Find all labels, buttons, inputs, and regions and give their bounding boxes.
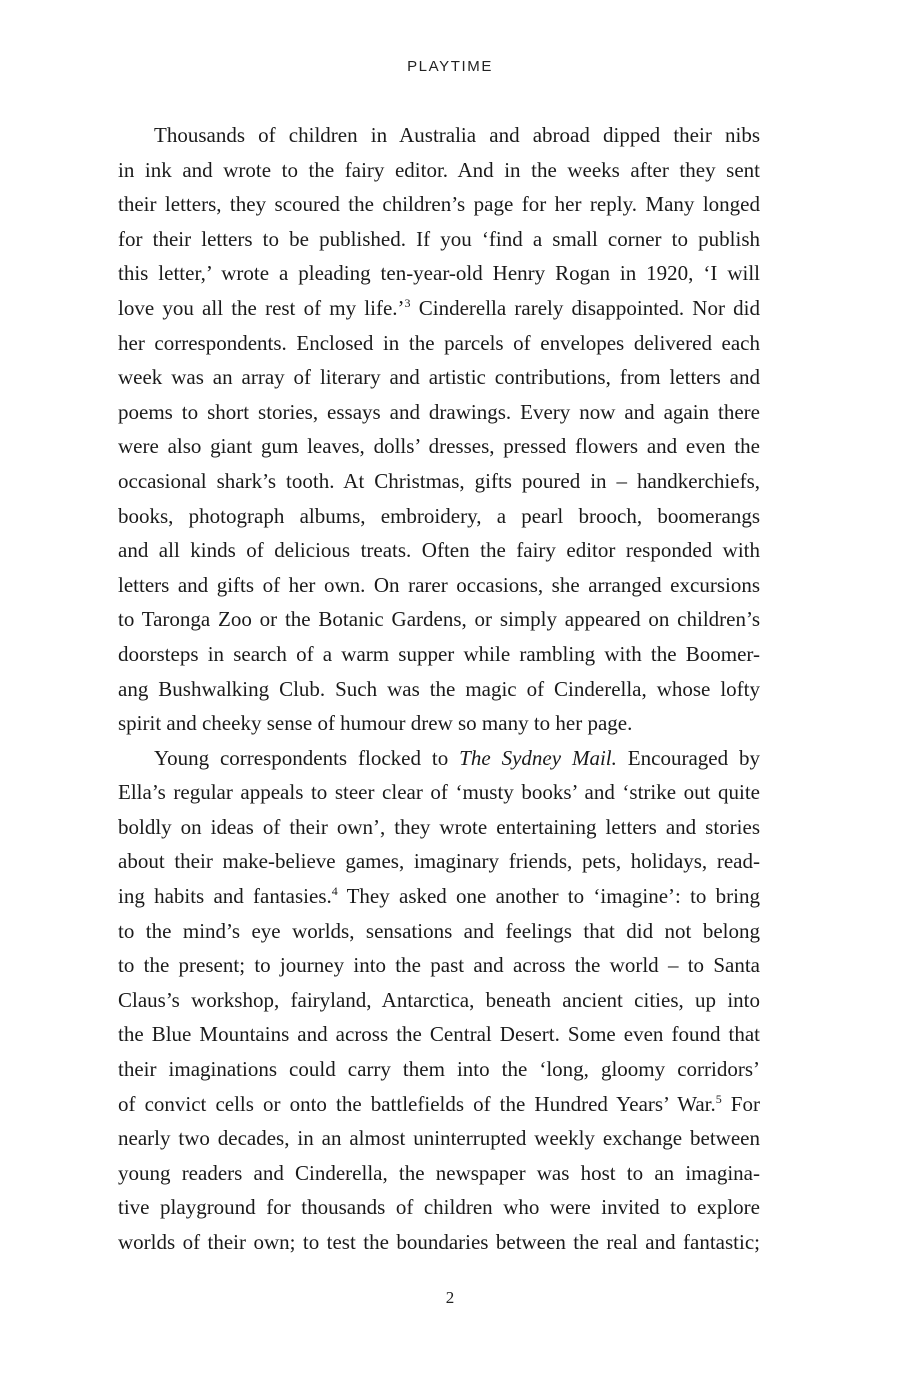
text-line: week was an array of literary and artistic contributions, from letters and [118,365,760,390]
footnote-reference: 3 [404,295,411,310]
text-line: were also giant gum leaves, dolls’ dresses, pressed flowers and even the [118,434,760,459]
paragraph [118,118,760,741]
text-line: doorsteps in search of a warm supper while rambling with the Boomer- [118,641,760,666]
page-number: 2 [445,1288,455,1307]
text-line: about their make-believe games, imaginary friends, pets, holidays, read- [118,849,760,874]
text-fragment: love you all the rest of my life.’ [118,295,405,320]
text-line: in ink and wrote to the fairy editor. And in the weeks after they sent [118,157,760,182]
text-line: Claus’s workshop, fairyland, Antarctica, beneath ancient cities, up into [118,987,760,1012]
text-line: poems to short stories, essays and drawings. Every now and again there [118,399,760,424]
text-line: to the present; to journey into the past and across the world – to Santa [118,953,760,978]
text-line: occasional shark’s tooth. At Christmas, gifts poured in – handkerchiefs, [118,468,760,493]
text-fragment: They asked one another to ‘imagine’: to bring [337,884,760,909]
paragraph [118,741,760,1260]
text-line [118,291,760,326]
text-line: her correspondents. Enclosed in the parcels of envelopes delivered each [118,330,760,355]
text-line [118,741,760,776]
text-line: worlds of their own; to test the boundaries between the real and fantastic; [118,1230,760,1254]
footnote-reference: 5 [715,1091,722,1106]
text-line: to the mind’s eye worlds, sensations and feelings that did not belong [118,918,760,943]
text-line: and all kinds of delicious treats. Often the fairy editor responded with [118,538,760,563]
text-line: their letters, they scoured the children’s page for her reply. Many longed [118,192,760,217]
text-line: ang Bushwalking Club. Such was the magic of Cinderella, whose lofty [118,676,760,701]
text-line: letters and gifts of her own. On rarer occasions, she arranged excursions [118,572,760,597]
text-line: the Blue Mountains and across the Central Desert. Some even found that [118,1022,760,1047]
text-fragment: ing habits and fantasies. [118,884,332,909]
text-line: to Taronga Zoo or the Botanic Gardens, or simply appeared on children’s [118,607,760,632]
text-line: young readers and Cinderella, the newspaper was host to an imagina- [118,1160,760,1185]
text-fragment: Cinderella rarely disappointed. Nor did [410,295,760,320]
text-line: Thousands of children in Australia and abroad dipped their nibs [154,123,760,147]
newspaper-title: The Sydney Mail. [459,745,617,770]
footnote-reference: 4 [331,884,338,899]
text-line: boldly on ideas of their own’, they wrote entertaining letters and stories [118,814,760,839]
text-line: nearly two decades, in an almost uninterrupted weekly exchange between [118,1126,760,1151]
text-line: spirit and cheeky sense of humour drew so many to her page. [118,711,633,736]
text-line: this letter,’ wrote a pleading ten-year-old Henry Rogan in 1920, ‘I will [118,261,760,286]
running-head: PLAYTIME [407,58,493,75]
text-fragment: of convict cells or onto the battlefields of the Hundred Years’ War. [118,1091,716,1116]
text-fragment: Encouraged by [616,745,761,770]
text-line: tive playground for thousands of children who were invited to explore [118,1195,760,1220]
text-fragment: Young correspondents flocked to [154,745,460,770]
text-line: for their letters to be published. If you ‘find a small corner to publish [118,226,760,251]
text-line [118,879,760,914]
text-line [118,1087,760,1122]
body-text [118,118,760,1260]
text-line: Ella’s regular appeals to steer clear of ‘musty books’ and ‘strike out quite [118,780,760,805]
text-line: books, photograph albums, embroidery, a pearl brooch, boomerangs [118,503,760,528]
text-line: their imaginations could carry them into the ‘long, gloomy corridors’ [118,1057,760,1082]
text-fragment: For [721,1091,760,1116]
